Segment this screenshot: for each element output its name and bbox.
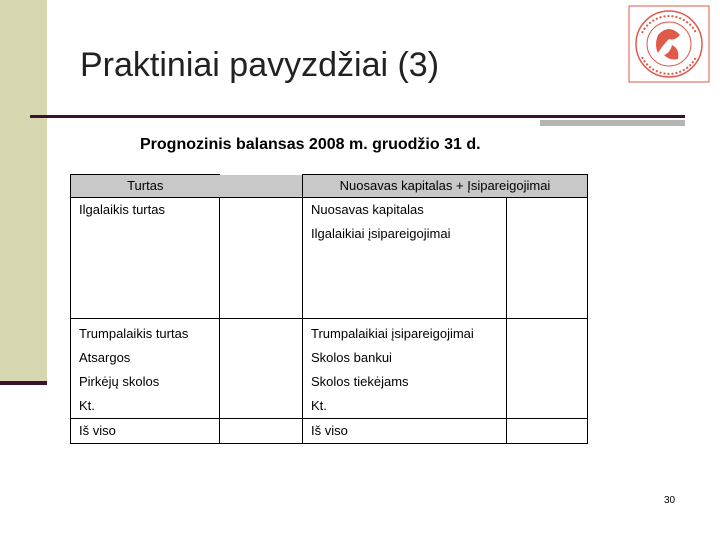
current-liabilities-cell (303, 319, 507, 419)
title-divider-accent (540, 120, 685, 126)
long-term-liabilities-label: Ilgalaikiai įsipareigojimai (311, 226, 451, 241)
title-divider (30, 115, 685, 118)
table-caption: Prognozinis balansas 2008 m. gruodžio 31 d. (140, 136, 481, 153)
table-row (71, 198, 588, 319)
liabilities-header: Nuosavas kapitalas + Įsipareigojimai (303, 175, 588, 198)
liabilities-total-label: Iš viso (303, 419, 507, 444)
slide-title: Praktiniai pavyzdžiai (3) (80, 46, 440, 84)
other-liabilities-label: Kt. (311, 398, 327, 413)
supplier-debt-label: Skolos tiekėjams (311, 374, 409, 389)
assets-header: Turtas (71, 175, 220, 198)
long-term-assets-label: Ilgalaikis turtas (71, 198, 220, 319)
equity-label: Nuosavas kapitalas (311, 202, 424, 217)
side-accent-edge (0, 381, 47, 385)
balance-sheet-table (70, 174, 588, 444)
current-assets-cell (71, 319, 220, 419)
table-row (71, 419, 588, 444)
side-accent-bar (0, 0, 47, 382)
other-assets-label: Kt. (79, 398, 95, 413)
equity-and-long-term-cell (303, 198, 507, 319)
page-number: 30 (664, 495, 676, 506)
table-row (71, 319, 588, 419)
receivables-label: Pirkėjų skolos (79, 374, 160, 389)
current-assets-label: Trumpalaikis turtas (79, 326, 189, 341)
university-logo (628, 5, 710, 83)
current-liabilities-label: Trumpalaikiai įsipareigojimai (311, 326, 474, 341)
table-header-row (71, 175, 588, 198)
inventory-label: Atsargos (79, 350, 131, 365)
assets-total-label: Iš viso (71, 419, 220, 444)
bank-debt-label: Skolos bankui (311, 350, 392, 365)
